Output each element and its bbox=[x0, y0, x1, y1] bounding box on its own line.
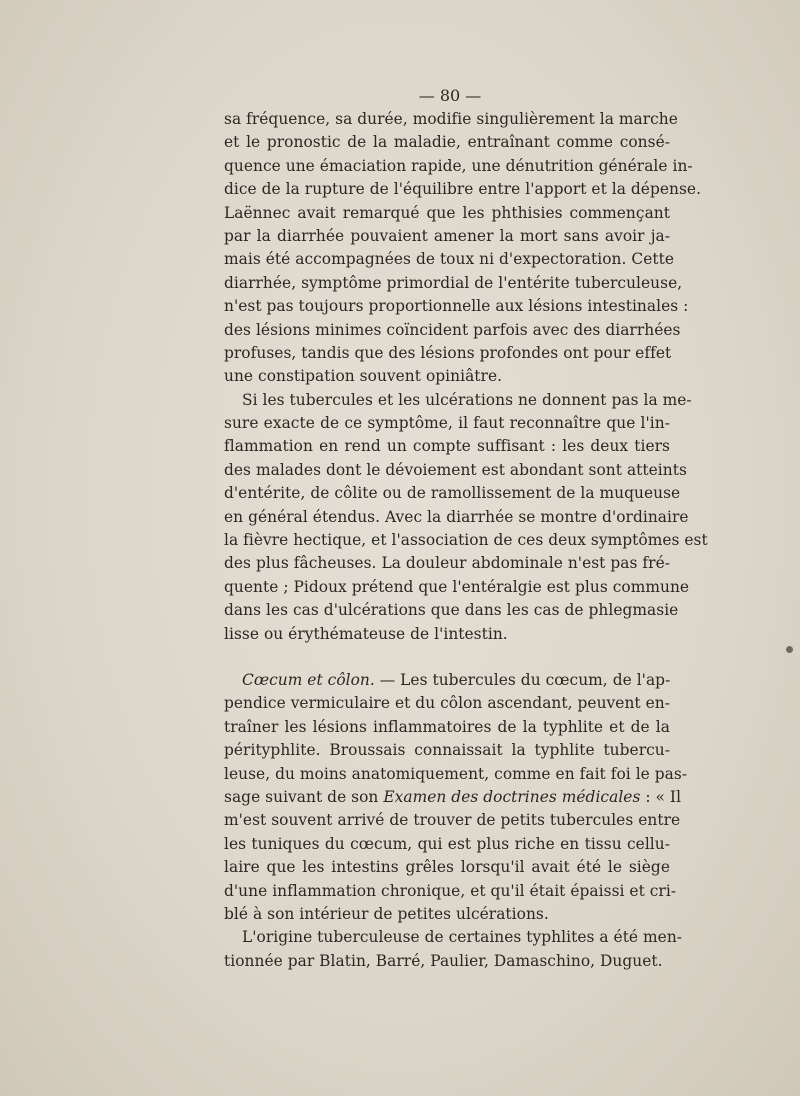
text-line: dice de la rupture de l'équilibre entre l'apport et la dépense. bbox=[224, 180, 702, 199]
paragraph-3 bbox=[224, 669, 688, 926]
ink-spot bbox=[786, 646, 793, 653]
text-line: par la diarrhée pouvaient amener la mort sans avoir ja- bbox=[224, 226, 670, 245]
text-line: mais été accompagnées de toux ni d'expectoration. Cette bbox=[224, 250, 674, 269]
text-body bbox=[224, 108, 708, 973]
paragraph-4 bbox=[224, 926, 683, 973]
text-line: quence une émaciation rapide, une dénutrition générale in- bbox=[224, 156, 693, 175]
text-line: des malades dont le dévoiement est abondant sont atteints bbox=[224, 460, 687, 479]
text-line: d'entérite, de côlite ou de ramollissement de la muqueuse bbox=[224, 484, 681, 503]
text-span: : « Il bbox=[640, 787, 682, 806]
text-line: d'une inflammation chronique, et qu'il était épaissi et cri- bbox=[224, 881, 677, 900]
text-line bbox=[224, 669, 670, 692]
paragraph-gap bbox=[224, 646, 670, 669]
text-line: en général étendus. Avec la diarrhée se montre d'ordinaire bbox=[224, 507, 689, 526]
text-line: sure exacte de ce symptôme, il faut reconnaître que l'in- bbox=[224, 414, 670, 433]
text-line: L'origine tuberculeuse de certaines typhlites a été men- bbox=[242, 928, 683, 947]
text-line: diarrhée, symptôme primordial de l'entérite tuberculeuse, bbox=[224, 273, 683, 292]
text-line: flammation en rend un compte suffisant : les deux tiers bbox=[224, 437, 670, 456]
paragraph-2 bbox=[224, 389, 708, 646]
text-line: Laënnec avait remarqué que les phthisies commençant bbox=[224, 203, 670, 222]
page-number: — 80 — bbox=[418, 86, 482, 105]
text-line: la fièvre hectique, et l'association de ces deux symptômes est bbox=[224, 531, 708, 550]
text-line: m'est souvent arrivé de trouver de petits tubercules entre bbox=[224, 811, 681, 830]
text-line: tionnée par Blatin, Barré, Paulier, Damaschino, Duguet. bbox=[224, 951, 663, 970]
book-title: Examen des doctrines médicales bbox=[383, 787, 641, 806]
text-line: n'est pas toujours proportionnelle aux lésions intestinales : bbox=[224, 297, 689, 316]
text-line: Si les tubercules et les ulcérations ne donnent pas la me- bbox=[242, 390, 692, 409]
text-line bbox=[224, 786, 682, 809]
text-line: blé à son intérieur de petites ulcérations. bbox=[224, 904, 549, 923]
text-line: lisse ou érythémateuse de l'intestin. bbox=[224, 624, 508, 643]
text-line: laire que les intestins grêles lorsqu'il avait été le siège bbox=[224, 858, 670, 877]
text-line: leuse, du moins anatomiquement, comme en fait foi le pas- bbox=[224, 764, 688, 783]
text-line: sa fréquence, sa durée, modifie singulièrement la marche bbox=[224, 110, 678, 128]
text-line: les tuniques du cœcum, qui est plus riche en tissu cellu- bbox=[224, 834, 670, 853]
section-heading: Cœcum et côlon. bbox=[242, 670, 375, 689]
text-line: dans les cas d'ulcérations que dans les cas de phlegmasie bbox=[224, 601, 679, 620]
text-span: — Les tubercules du cœcum, de l'ap- bbox=[374, 670, 671, 689]
text-line: quente ; Pidoux prétend que l'entéralgie est plus commune bbox=[224, 577, 690, 596]
text-line: pérityphlite. Broussais connaissait la typhlite tubercu- bbox=[224, 741, 670, 760]
text-line: pendice vermiculaire et du côlon ascendant, peuvent en- bbox=[224, 694, 670, 713]
text-line: profuses, tandis que des lésions profondes ont pour effet bbox=[224, 343, 672, 362]
text-line: une constipation souvent opiniâtre. bbox=[224, 367, 503, 386]
text-span: sage suivant de son bbox=[224, 787, 384, 806]
text-line: et le pronostic de la maladie, entraînant comme consé- bbox=[224, 133, 670, 152]
paragraph-1 bbox=[224, 108, 702, 389]
text-line: traîner les lésions inflammatoires de la typhlite et de la bbox=[224, 717, 670, 736]
text-line: des lésions minimes coïncident parfois avec des diarrhées bbox=[224, 320, 681, 339]
text-line: des plus fâcheuses. La douleur abdominale n'est pas fré- bbox=[224, 554, 670, 573]
